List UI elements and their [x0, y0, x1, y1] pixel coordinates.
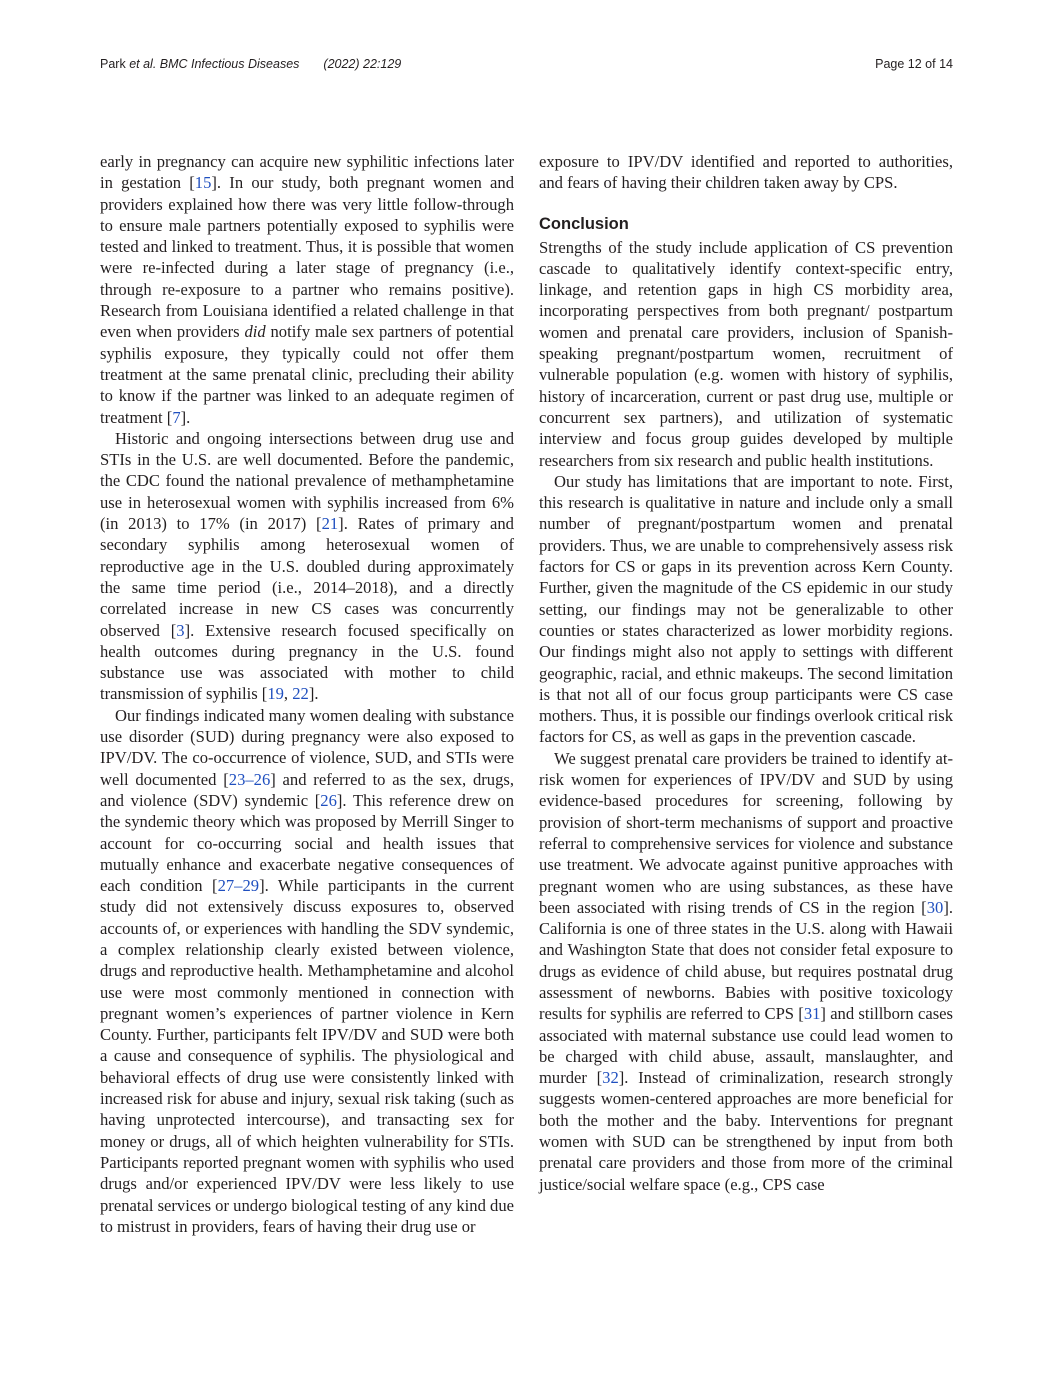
citation-link[interactable]: 32 — [602, 1068, 619, 1088]
citation-link[interactable]: 26 — [320, 790, 337, 810]
text-run: Strengths of the study include application of CS prevention cascade to qualitatively identify context-specific entry, linkage, and retention gaps in high CS morbidity area, incorporating perspectives from both pregnant/ postpartum women and prenatal care providers, inclusion of Spanish-speaking pregnant/postpartum women, recruitment of vulnerable population (e.g. women with history of syphilis, history of incarceration, current or past drug use, multiple or concurrent sex partners), and utilization of systematic interview and focus group guides developed by multiple researchers from six research and public health institutions. — [539, 237, 953, 470]
text-run: ]. California is one of three states in the U.S. along with Hawaii and Washington State that does not consider fetal exposure to drugs as evidence of child abuse, but requires postnatal drug assessment of newborns. Babies with positive toxicology results for syphilis are referred to CPS [ — [539, 897, 953, 1024]
citation-link[interactable]: 3 — [176, 620, 185, 640]
text-run: We suggest prenatal care providers be trained to identify at-risk women for experiences of IPV/DV and SUD by using evidence-based procedures for screening, following by provision of short-term mechanisms of support and proactive referral to comprehensive services for violence and substance use treatment. We advocate against punitive approaches with pregnant women who are using substances, as these have been associated with rising trends of CS in the region [ — [539, 748, 953, 917]
text-run: exposure to IPV/DV identified and reported to authorities, and fears of having their children taken away by CPS. — [539, 152, 953, 193]
citation-link[interactable]: 23–26 — [228, 769, 271, 789]
running-header — [100, 57, 953, 73]
text-run: ]. Extensive research focused specifically on health outcomes during pregnancy in the U.S. found substance use was associated with mother to child transmission of syphilis [ — [100, 620, 514, 704]
paragraph — [539, 748, 953, 1195]
page-number: Page 12 of 14 — [875, 57, 953, 71]
citation-link[interactable]: 21 — [321, 514, 339, 534]
section-heading-conclusion: Conclusion — [539, 214, 629, 233]
journal-name: et al. BMC Infectious Diseases — [129, 57, 300, 71]
text-run: ]. Instead of criminalization, research strongly suggests women-centered approaches are more beneficial for both the mother and the baby. Interventions for pregnant women with SUD can be strengthened by input from both prenatal care providers and those from more of the criminal justice/social welfare space (e.g., CPS case — [539, 1068, 954, 1194]
text-run: ]. In our study, both pregnant women and providers explained how there was very little follow-through to ensure male partners potentially exposed to syphilis were tested and linked to treatment. Thus, it is possible that women were re-infected during a later stage of pregnancy (i.e., through re-exposure to a partner who remains positive). Research from Louisiana identified a related challenge in that even when providers — [100, 173, 514, 342]
emphasis-text: did — [244, 322, 266, 342]
text-run: ] and referred to as the sex, drugs, and violence (SDV) syndemic [ — [100, 769, 514, 810]
citation-link[interactable]: 31 — [803, 1004, 821, 1024]
right-column — [539, 151, 953, 1195]
volume-issue: (2022) 22:129 — [323, 57, 402, 71]
text-run: ]. While participants in the current study did not extensively discuss exposures to, observed accounts of, or experiences with handling the SDV syndemic, a complex relationship clearly existed between violence, drugs and reproductive health. Methamphetamine and alcohol use were most commonly mentioned in connection with pregnant women’s experiences of partner violence in Kern County. Further, participants felt IPV/DV and SUD were both a cause and consequence of syphilis. The physiological and behavioral effects of drug use were consistently linked with increased risk for abuse and injury, sexual risk taking (such as having unprotected intercourse), and transacting sex for money or drugs, all of which heighten vulnerability for STIs. Participants reported pregnant women with syphilis who used drugs and/or experienced IPV/DV were less likely to use prenatal services or undergo biological testing of any kind due to mistrust in providers, fears of having their drug use or — [100, 876, 514, 1236]
text-run: notify male sex partners of potential syphilis exposure, they typically could not offer them treatment at the same prenatal clinic, precluding their ability to know if the partner was linked to an adequate regimen of treatment [ — [100, 322, 514, 427]
citation-link[interactable]: 15 — [194, 173, 212, 193]
paragraph — [100, 428, 514, 705]
text-run: ]. — [308, 684, 319, 704]
paragraph — [100, 151, 514, 428]
journal-citation — [100, 57, 401, 71]
text-run: early in pregnancy can acquire new syphilitic infections later in gestation [ — [100, 152, 514, 193]
text-run: ]. — [180, 407, 191, 427]
author-names: Park — [100, 57, 130, 71]
text-run: Our findings indicated many women dealing with substance use disorder (SUD) during pregnancy were also exposed to IPV/DV. The co-occurrence of violence, SUD, and STIs were well documented [ — [100, 705, 514, 789]
text-run: ]. Rates of primary and secondary syphilis among heterosexual women of reproductive age in the U.S. doubled during approximately the same time period (i.e., 2014–2018), and a directly correlated increase in new CS cases was concurrently observed [ — [100, 514, 514, 640]
citation-link[interactable]: 22 — [292, 684, 309, 704]
citation-link[interactable]: 19 — [267, 684, 284, 704]
text-run: Our study has limitations that are important to note. First, this research is qualitative in nature and include only a small number of pregnant/postpartum women and prenatal providers. Thus, we are unable to comprehensively assess risk factors for CS or gaps in its prevention across Kern County. Further, given the magnitude of the CS epidemic in our study setting, our findings may not be generalizable to other counties or states characterized as lower morbidity regions. Our findings might also not apply to settings with different geographic, racial, and ethnic makeups. The second limitation is that not all of our focus group participants were CS case mothers. Thus, it is possible our findings overlook critical risk factors for CS, as well as gaps in the prevention cascade. — [539, 471, 953, 747]
text-run: ]. This reference drew on the syndemic theory which was proposed by Merrill Singer to account for co-occurring social and health issues that mutually enhance and exacerbate negative consequences of each condition [ — [100, 790, 514, 896]
text-run: ] and stillborn cases associated with maternal substance use could lead women to be charged with child abuse, assault, manslaughter, and murder [ — [539, 1004, 953, 1088]
left-column — [100, 151, 514, 1237]
text-run: , — [283, 684, 293, 704]
paragraph — [100, 705, 514, 1237]
citation-link[interactable]: 7 — [172, 407, 181, 427]
citation-link[interactable]: 27–29 — [217, 876, 260, 896]
citation-link[interactable]: 30 — [926, 897, 944, 917]
paragraph — [539, 237, 953, 471]
paragraph — [539, 471, 953, 748]
paragraph — [539, 151, 953, 194]
text-run: Historic and ongoing intersections between drug use and STIs in the U.S. are well documented. Before the pandemic, the CDC found the national prevalence of methamphetamine use in heterosexual women with syphilis increased from 6% (in 2013) to 17% (in 2017) [ — [100, 428, 514, 534]
